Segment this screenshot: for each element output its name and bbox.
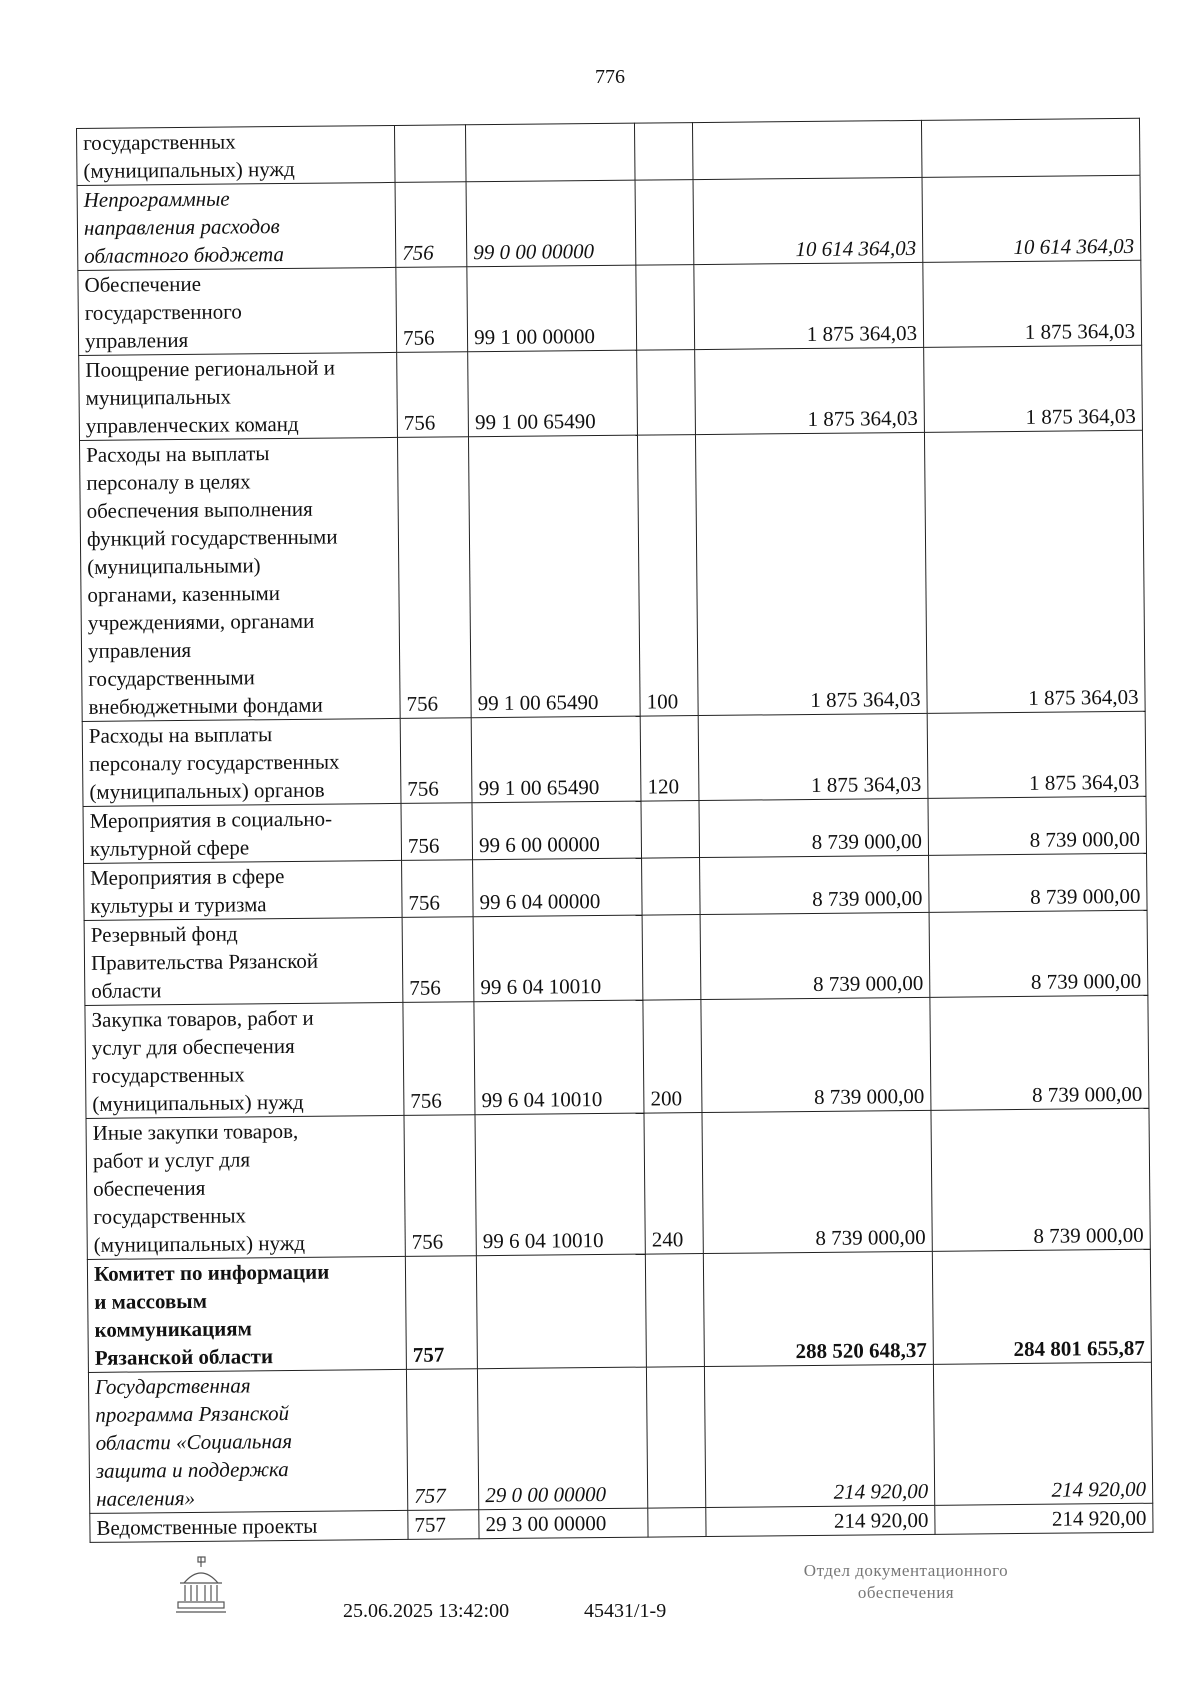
row-amount-1: 8 739 000,00 [700, 855, 930, 914]
budget-table [76, 118, 1154, 1543]
row-target-code: 99 1 00 65490 [468, 350, 638, 437]
row-ministry-code [394, 125, 466, 183]
table-row [77, 118, 1140, 185]
row-target-code: 99 6 04 00000 [473, 858, 643, 917]
row-name: Расходы на выплаты персоналу в целях обеспечения выполнения функций государственными (муниципальными) органами, казенными учреждениями, органами управления государственными внебюджетными фондами [79, 437, 400, 721]
row-amount-2: 8 739 000,00 [931, 1108, 1150, 1251]
row-name: государственных (муниципальных) нужд [77, 125, 396, 185]
row-ministry-code: 756 [400, 718, 472, 804]
row-name: Поощрение региональной и муниципальных управленческих команд [79, 352, 398, 440]
row-ministry-code: 756 [396, 267, 468, 353]
row-name: Комитет по информации и массовым коммуникациям Рязанской области [87, 1256, 406, 1372]
row-amount-2: 1 875 364,03 [927, 711, 1146, 798]
table-row [84, 910, 1148, 1005]
row-target-code: 99 6 04 10010 [474, 1000, 644, 1115]
row-amount-1: 214 920,00 [704, 1364, 934, 1507]
row-amount-2: 8 739 000,00 [929, 853, 1148, 912]
row-amount-1: 10 614 364,03 [693, 177, 923, 264]
row-amount-2: 8 739 000,00 [930, 995, 1149, 1110]
row-expense-kind: 240 [644, 1113, 703, 1255]
footer-reg-number: 45431/1-9 [584, 1600, 667, 1622]
row-expense-kind [635, 123, 693, 181]
row-expense-kind [648, 1508, 706, 1538]
row-expense-kind [647, 1367, 706, 1509]
row-amount-1: 8 739 000,00 [699, 798, 929, 857]
row-amount-1: 214 920,00 [706, 1505, 935, 1536]
row-name: Мероприятия в социально- культурной сфере [83, 803, 402, 863]
row-amount-2: 1 875 364,03 [924, 430, 1145, 713]
row-expense-kind [645, 1254, 704, 1368]
row-target-code [476, 1254, 646, 1369]
row-name: Иные закупки товаров, работ и услуг для обеспечения государственных (муниципальных) нужд [86, 1115, 405, 1259]
row-ministry-code: 756 [404, 1115, 477, 1257]
row-amount-1: 288 520 648,37 [703, 1251, 933, 1366]
table-row [78, 260, 1142, 355]
table-row [83, 796, 1146, 863]
row-amount-1: 8 739 000,00 [700, 912, 930, 999]
table-row [88, 1362, 1152, 1513]
row-amount-2: 284 801 655,87 [932, 1249, 1151, 1364]
row-expense-kind [636, 265, 695, 351]
row-target-code: 99 0 00 00000 [466, 180, 636, 267]
row-target-code: 99 6 00 00000 [472, 801, 642, 860]
row-name: Государственная программа Рязанской области «Социальная защита и поддержка населения» [88, 1369, 407, 1513]
footer-department-stamp: Отдел документационного обеспечения [803, 1561, 1009, 1602]
row-target-code: 99 1 00 65490 [471, 716, 641, 803]
row-name: Непрограммные направления расходов областного бюджета [77, 182, 396, 270]
row-amount-2: 8 739 000,00 [928, 796, 1147, 855]
row-expense-kind: 120 [640, 716, 699, 802]
table-row [79, 430, 1145, 721]
row-target-code: 29 0 00 00000 [478, 1367, 648, 1510]
row-name: Ведомственные проекты [90, 1510, 408, 1542]
row-ministry-code: 756 [402, 860, 474, 918]
table-row [86, 1108, 1150, 1259]
row-amount-1: 1 875 364,03 [695, 432, 927, 715]
footer-datetime: 25.06.2025 13:42:00 [343, 1600, 510, 1622]
row-target-code: 99 6 04 10010 [475, 1113, 645, 1256]
budget-table-body [77, 118, 1154, 1542]
row-target-code: 29 3 00 00000 [479, 1508, 648, 1539]
row-ministry-code: 757 [408, 1510, 479, 1540]
row-ministry-code: 756 [397, 437, 471, 719]
row-target-code: 99 1 00 00000 [467, 265, 637, 352]
row-amount-1: 8 739 000,00 [702, 1110, 932, 1253]
table-row [85, 995, 1149, 1118]
row-amount-2: 1 875 364,03 [924, 345, 1143, 432]
table-row [87, 1249, 1151, 1372]
row-expense-kind: 100 [638, 435, 699, 717]
row-ministry-code: 756 [401, 803, 473, 861]
table-row [77, 175, 1141, 270]
row-ministry-code: 757 [406, 1369, 479, 1511]
page-number: 776 [595, 66, 625, 88]
table-row [82, 711, 1146, 806]
row-name: Резервный фонд Правительства Рязанской области [84, 917, 403, 1005]
row-amount-2: 8 739 000,00 [929, 910, 1148, 997]
row-expense-kind [642, 858, 700, 916]
row-amount-1: 1 875 364,03 [698, 713, 928, 800]
row-name: Расходы на выплаты персоналу государственных (муниципальных) органов [82, 718, 401, 806]
row-amount-2 [921, 118, 1140, 177]
row-expense-kind [642, 915, 701, 1001]
row-expense-kind [641, 801, 699, 859]
table-row [79, 345, 1143, 440]
row-expense-kind [635, 180, 694, 266]
row-expense-kind [637, 350, 696, 436]
row-ministry-code: 756 [402, 917, 474, 1003]
row-ministry-code: 757 [405, 1256, 477, 1370]
row-target-code [466, 123, 636, 182]
row-amount-1: 1 875 364,03 [694, 262, 924, 349]
row-name: Мероприятия в сфере культуры и туризма [84, 860, 403, 920]
row-amount-1: 1 875 364,03 [695, 347, 925, 434]
row-amount-2: 214 920,00 [933, 1362, 1152, 1505]
row-amount-2: 10 614 364,03 [922, 175, 1141, 262]
row-ministry-code: 756 [403, 1002, 475, 1116]
row-ministry-code: 756 [395, 182, 467, 268]
row-expense-kind: 200 [643, 1000, 702, 1114]
row-amount-2: 1 875 364,03 [923, 260, 1142, 347]
row-target-code: 99 1 00 65490 [469, 435, 641, 718]
row-ministry-code: 756 [397, 352, 469, 438]
row-name: Обеспечение государственного управления [78, 267, 397, 355]
row-target-code: 99 6 04 10010 [473, 915, 643, 1002]
row-name: Закупка товаров, работ и услуг для обеспечения государственных (муниципальных) нужд [85, 1002, 404, 1118]
row-amount-2: 214 920,00 [935, 1503, 1153, 1534]
duma-emblem-icon [172, 1555, 230, 1617]
row-amount-1: 8 739 000,00 [701, 997, 931, 1112]
table-row [84, 853, 1147, 920]
row-amount-1 [692, 120, 922, 179]
